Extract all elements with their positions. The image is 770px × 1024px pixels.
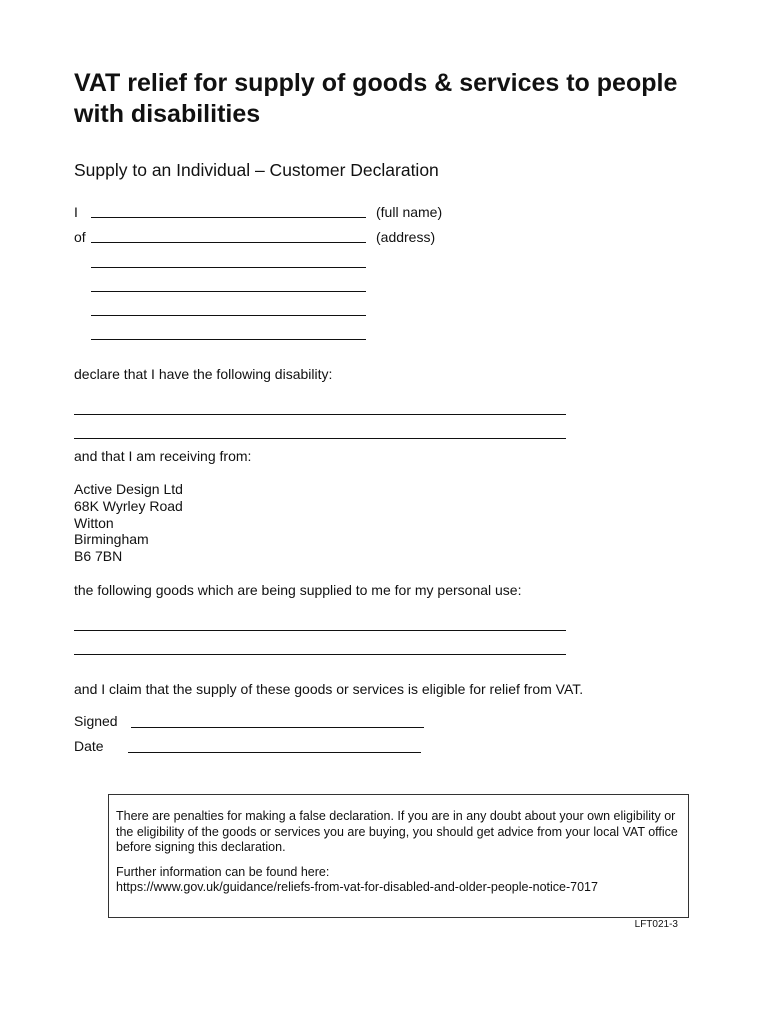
penalty-notice-text: There are penalties for making a false declaration. If you are in any doubt about your own eligibility or the eligibility of the goods or services you are buying, you should get advice from your local VAT office before signing this declaration. — [116, 809, 678, 855]
supplier-name: Active Design Ltd — [74, 481, 183, 497]
notice-content — [116, 809, 681, 896]
supplier-city: Birmingham — [74, 531, 149, 547]
form-code: LFT021-3 — [634, 919, 678, 930]
address-field-line-5[interactable] — [91, 339, 366, 340]
date-label: Date — [74, 738, 104, 754]
address-field-line-1[interactable] — [91, 242, 366, 243]
disability-field-line-1[interactable] — [74, 414, 566, 415]
page-title: VAT relief for supply of goods & services to people with disabilities — [74, 69, 678, 128]
goods-field-line-2[interactable] — [74, 654, 566, 655]
goods-field-line-1[interactable] — [74, 630, 566, 631]
disability-statement: declare that I have the following disability: — [74, 366, 333, 382]
name-prefix-label: I — [74, 204, 78, 220]
disability-field-line-2[interactable] — [74, 438, 566, 439]
supplier-area: Witton — [74, 515, 114, 531]
address-prefix-label: of — [74, 229, 86, 245]
receiving-statement: and that I am receiving from: — [74, 448, 252, 464]
address-hint: (address) — [376, 229, 436, 245]
signature-field-line[interactable] — [131, 727, 424, 728]
page-subtitle: Supply to an Individual – Customer Declaration — [74, 160, 439, 180]
address-field-line-4[interactable] — [91, 315, 366, 316]
guidance-link[interactable]: https://www.gov.uk/guidance/reliefs-from-vat-for-disabled-and-older-people-notice-7017 — [116, 880, 598, 895]
supplier-street: 68K Wyrley Road — [74, 498, 183, 514]
goods-statement: the following goods which are being supplied to me for my personal use: — [74, 582, 522, 598]
address-field-line-3[interactable] — [91, 291, 366, 292]
further-info-label: Further information can be found here: — [116, 864, 330, 879]
address-field-line-2[interactable] — [91, 267, 366, 268]
claim-statement: and I claim that the supply of these goods or services is eligible for relief from VAT. — [74, 681, 584, 697]
full-name-field-line[interactable] — [91, 217, 366, 218]
date-field-line[interactable] — [128, 752, 421, 753]
full-name-hint: (full name) — [376, 204, 443, 220]
supplier-postcode: B6 7BN — [74, 548, 123, 564]
signed-label: Signed — [74, 713, 118, 729]
